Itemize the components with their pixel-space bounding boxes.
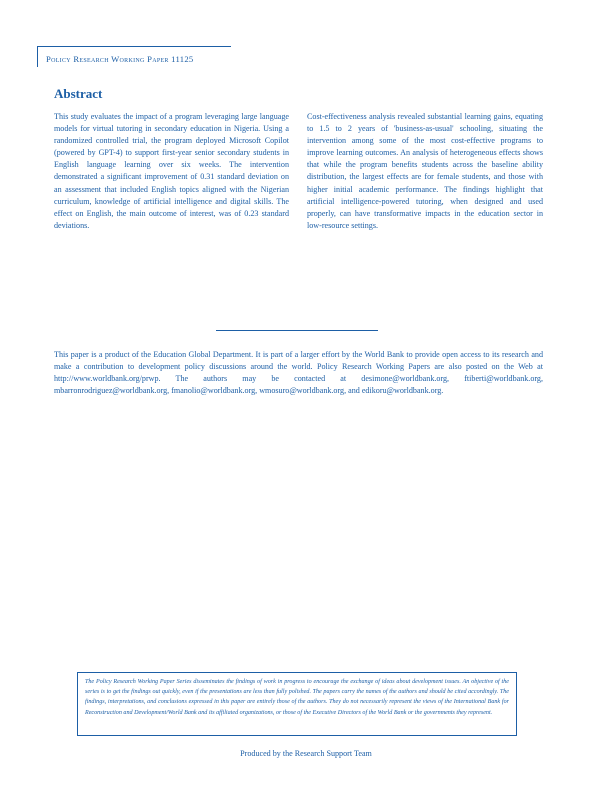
section-divider (216, 330, 378, 331)
disclaimer-box (77, 672, 517, 736)
abstract-heading: Abstract (54, 86, 103, 101)
abstract-column-right: Cost-effectiveness analysis revealed substantial learning gains, equating to 1.5 to 2 years of 'business-as-usual' schooling, situating the intervention among some of the most cost-effective programs to improve learning outcomes. An analysis of heterogeneous effects shows that while the program benefits students across the baseline ability distribution, the largest effects are for female students, and those with higher initial academic performance. The findings highlight that artificial intelligence-powered tutoring, when designed and used properly, can have transformative impacts in the education sector in low-resource settings. (307, 112, 543, 230)
series-label: Policy Research Working Paper 11125 (46, 54, 194, 64)
produced-by: Produced by the Research Support Team (240, 749, 372, 758)
disclaimer-text: The Policy Research Working Paper Series disseminates the findings of work in progress to encourage the exchange of ideas about development issues. An objective of the series is to get the findings out quickly, even if the presentations are less than fully polished. The papers carry the names of the authors and should be cited accordingly. The findings, interpretations, and conclusions expressed in this paper are entirely those of the authors. They do not necessarily represent the views of the International Bank for Reconstruction and Development/World Bank and its affiliated organizations, or those of the Executive Directors of the World Bank or the governments they represent. (85, 679, 509, 716)
series-header-frame (37, 46, 231, 67)
abstract-column-left: This study evaluates the impact of a program leveraging large language models for virtual tutoring in secondary education in Nigeria. Using a randomized controlled trial, the program deployed Microsoft Copilot (powered by GPT-4) to support first-year senior secondary students in English language learning over six weeks. The intervention demonstrated a significant improvement of 0.31 standard deviation on an assessment that included English topics aligned with the Nigerian curriculum, knowledge of artificial intelligence and digital skills. The effect on English, the main outcome of interest, was of 0.23 standard deviations. (54, 112, 289, 230)
product-note: This paper is a product of the Education Global Department. It is part of a larger effort by the World Bank to provide open access to its research and make a contribution to development policy discussions around the world. Policy Research Working Papers are also posted on the Web at http://www.worldbank.org/prwp. The authors may be contacted at desimone@worldbank.org, ftiberti@worldbank.org, mbarronrodriguez@worldbank.org, fmanolio@worldbank.org, wmosuro@worldbank.org, and edikoru@worldbank.org. (54, 350, 543, 396)
